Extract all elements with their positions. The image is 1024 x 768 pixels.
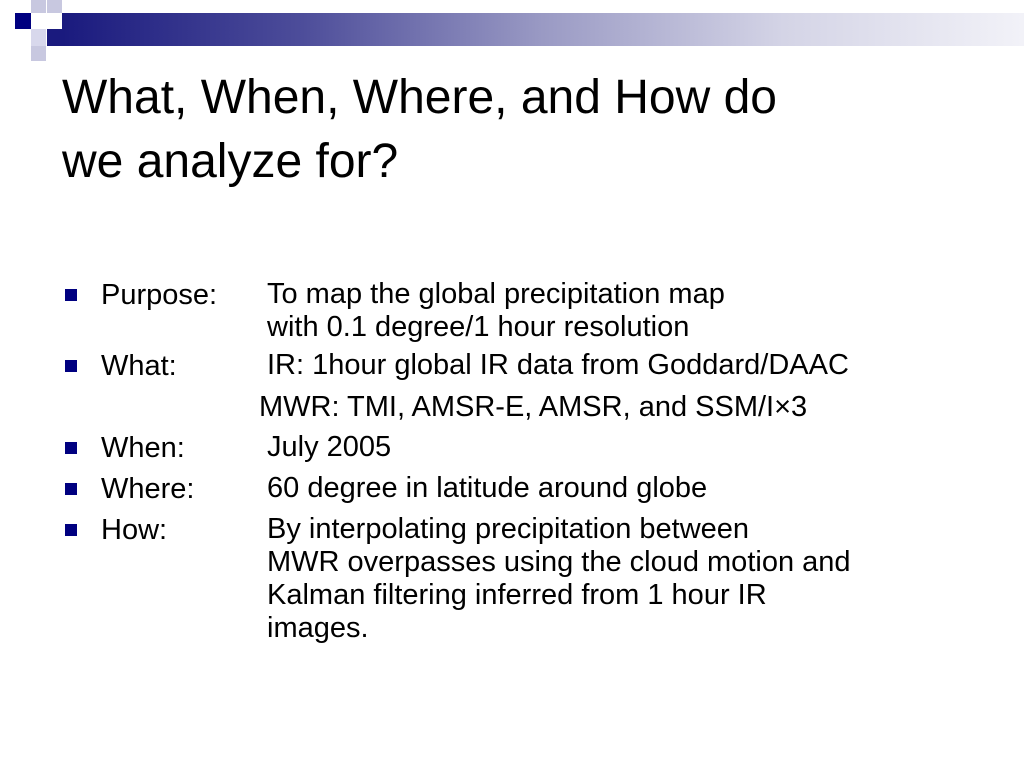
item-value-line: July 2005 (267, 431, 392, 463)
slide-title (62, 66, 982, 194)
deco-square (47, 0, 62, 13)
item-label: What: (101, 350, 177, 382)
deco-square (31, 46, 46, 61)
bullet-square-icon (65, 442, 77, 454)
title-decoration (0, 0, 1024, 60)
item-value-line: 60 degree in latitude around globe (267, 472, 708, 504)
item-value-line: MWR overpasses using the cloud motion and (267, 546, 851, 578)
item-label: When: (101, 432, 185, 464)
slide-title-line: What, When, Where, and How do (62, 71, 777, 124)
deco-square (47, 29, 62, 46)
item-label: Where: (101, 473, 195, 505)
item-value-line: Kalman filtering inferred from 1 hour IR (267, 579, 767, 611)
bullet-square-icon (65, 524, 77, 536)
header-gradient-bar (62, 13, 1024, 46)
item-value (267, 278, 725, 344)
item-value-line: To map the global precipitation map (267, 278, 725, 310)
item-value (259, 391, 807, 424)
item-value-line: images. (267, 612, 369, 644)
item-value (267, 513, 851, 645)
bullet-square-icon (65, 360, 77, 372)
deco-square (15, 13, 31, 29)
deco-square (31, 0, 46, 13)
item-value (267, 349, 849, 382)
item-label: Purpose: (101, 279, 218, 311)
item-value-line: MWR: TMI, AMSR-E, AMSR, and SSM/I×3 (259, 391, 808, 423)
bullet-square-icon (65, 483, 77, 495)
item-label: How: (101, 514, 168, 546)
slide-title-line: we analyze for? (62, 135, 399, 188)
deco-square (31, 29, 46, 46)
item-value (267, 431, 391, 464)
item-value-line: IR: 1hour global IR data from Goddard/DAAC (267, 349, 849, 381)
item-value (267, 472, 707, 505)
item-value-line: By interpolating precipitation between (267, 513, 750, 545)
bullet-square-icon (65, 289, 77, 301)
item-value-line: with 0.1 degree/1 hour resolution (267, 311, 690, 343)
